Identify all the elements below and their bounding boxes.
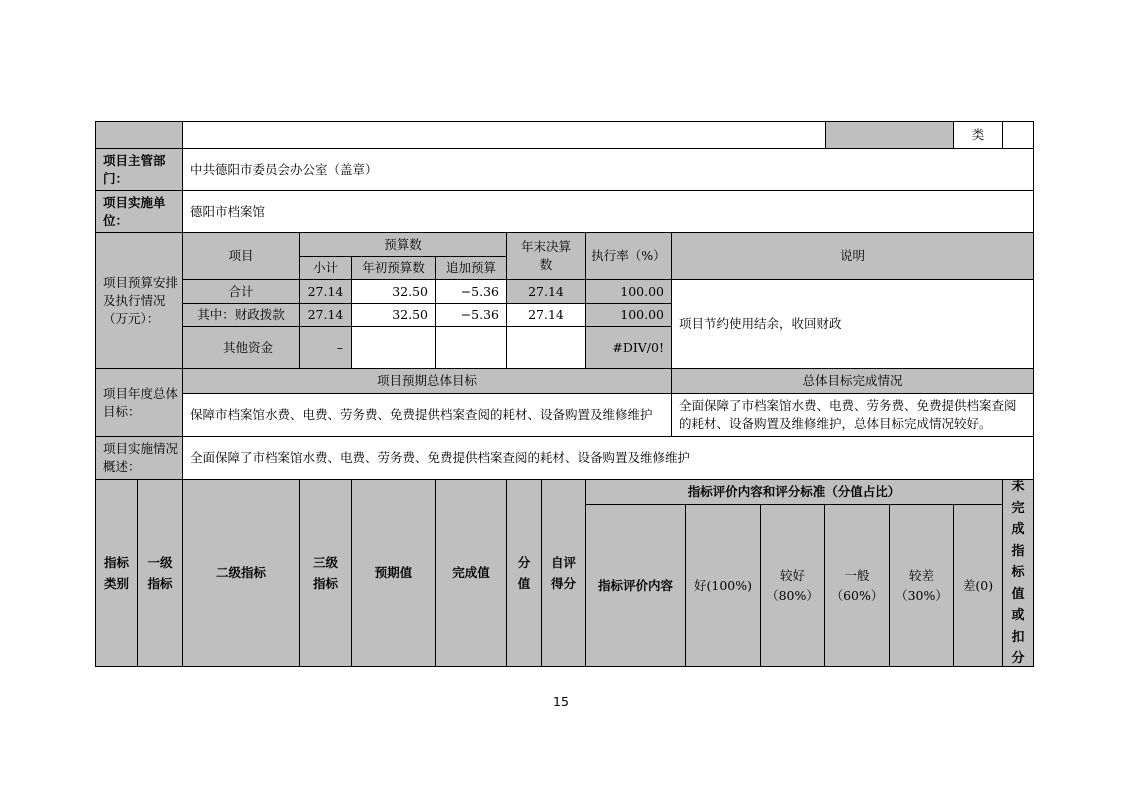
unmet-header-char: 指 (1011, 543, 1025, 559)
budget-row-other-rate: #DIV/0! (585, 326, 672, 369)
level2-indicator-header: 二级指标 (182, 479, 300, 667)
unmet-header-char: 成 (1011, 522, 1025, 538)
rating-poor-header: 差(0) (953, 504, 1003, 667)
unmet-indicator-header (1002, 479, 1034, 667)
budget-col-rate: 执行率（%） (585, 232, 672, 280)
unmet-header-char: 扣 (1011, 629, 1025, 645)
budget-row-other-additional (435, 326, 507, 369)
self-score-header: 自评得分 (541, 479, 586, 667)
blank-header-cell (95, 121, 183, 149)
budget-row-other-annual (351, 326, 436, 369)
level1-indicator-header: 一级指标 (137, 479, 183, 667)
implementation-text: 全面保障了市档案馆水费、电费、劳务费、免费提供档案查阅的耗材、设备购置及维修维护 (182, 436, 1034, 480)
category-blank-cell (825, 121, 954, 149)
budget-row-total-annual: 32.50 (351, 279, 436, 304)
budget-row-other-subtotal: – (299, 326, 352, 369)
budget-col-subtotal: 小计 (299, 256, 352, 280)
budget-col-annual: 年初预算数 (351, 256, 436, 280)
budget-row-total-rate: 100.00 (585, 279, 672, 304)
budget-row-fiscal-label: 其中：财政拨款 (182, 303, 300, 327)
rating-fairly-good-header: 较好（80%） (760, 504, 825, 667)
budget-col-budget: 预算数 (299, 232, 507, 257)
goal-completion-header: 总体目标完成情况 (671, 368, 1034, 394)
budget-row-fiscal-subtotal: 27.14 (299, 303, 352, 327)
page-number: 15 (553, 694, 569, 709)
budget-row-total-additional: −5.36 (435, 279, 507, 304)
annual-goal-label: 项目年度总体目标： (95, 368, 183, 437)
budget-row-total-subtotal: 27.14 (299, 279, 352, 304)
unmet-header-char: 标 (1011, 565, 1025, 581)
criteria-group-header: 指标评价内容和评分标准（分值占比） (585, 479, 1003, 505)
unmet-header-char: 或 (1011, 608, 1025, 624)
category-value-cell (1002, 121, 1034, 149)
budget-row-other-final (506, 326, 586, 369)
expected-goal-header: 项目预期总体目标 (182, 368, 672, 394)
unmet-header-char: 未 (1011, 479, 1025, 495)
rating-fairly-poor-header: 较差（30%） (889, 504, 954, 667)
budget-row-fiscal-additional: −5.36 (435, 303, 507, 327)
performance-evaluation-table (95, 121, 1034, 667)
implementation-label: 项目实施情况概述： (95, 436, 183, 480)
expected-value-header: 预期值 (351, 479, 436, 667)
budget-note: 项目节约使用结余，收回财政 (671, 279, 1034, 369)
expected-goal-text: 保障市档案馆水费、电费、劳务费、免费提供档案查阅的耗材、设备购置及维修维护 (182, 393, 672, 437)
budget-row-fiscal-rate: 100.00 (585, 303, 672, 327)
budget-row-other-label: 其他资金 (182, 326, 300, 369)
implementer-label: 项目实施单位： (95, 190, 183, 233)
rating-good-header: 好(100%) (685, 504, 761, 667)
budget-col-note: 说明 (671, 232, 1034, 280)
budget-row-fiscal-final: 27.14 (506, 303, 586, 327)
rating-average-header: 一般（60%） (824, 504, 890, 667)
budget-col-additional: 追加预算 (435, 256, 507, 280)
supervisor-label: 项目主管部门： (95, 148, 183, 191)
score-header: 分值 (506, 479, 542, 667)
budget-section-label: 项目预算安排及执行情况（万元）： (95, 232, 183, 369)
level3-indicator-header: 三级指标 (299, 479, 352, 667)
unmet-header-char: 值 (1011, 586, 1025, 602)
actual-value-header: 完成值 (435, 479, 507, 667)
implementer-value: 德阳市档案馆 (182, 190, 1034, 233)
category-label: 类 (953, 121, 1003, 149)
project-name-cell (182, 121, 826, 149)
indicator-category-header: 指标类别 (95, 479, 138, 667)
budget-col-item: 项目 (182, 232, 300, 280)
goal-completion-text: 全面保障了市档案馆水费、电费、劳务费、免费提供档案查阅的耗材、设备购置及维修维护，总体目标完成情况较好。 (671, 393, 1034, 437)
unmet-header-char: 完 (1011, 500, 1025, 516)
supervisor-value: 中共德阳市委员会办公室（盖章） (182, 148, 1034, 191)
unmet-header-char: 分 (1011, 651, 1025, 667)
budget-row-total-final: 27.14 (506, 279, 586, 304)
criteria-content-header: 指标评价内容 (585, 504, 686, 667)
budget-col-final: 年末决算数 (506, 232, 586, 280)
budget-row-total-label: 合计 (182, 279, 300, 304)
budget-row-fiscal-annual: 32.50 (351, 303, 436, 327)
